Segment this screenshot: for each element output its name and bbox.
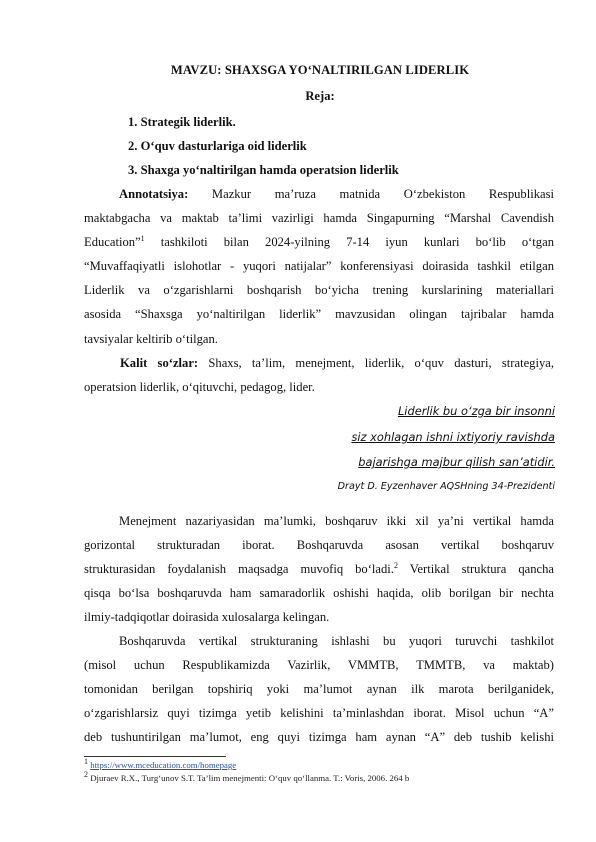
body-paragraph — [84, 509, 554, 629]
footnote — [84, 770, 410, 783]
annotation-paragraph — [84, 182, 554, 351]
paragraph-line: Vertikal struktura qancha — [409, 562, 554, 577]
footnote-link[interactable]: https://www.mceducation.com/homepage — [90, 760, 237, 770]
plan-list — [128, 113, 399, 185]
footnote-divider — [84, 756, 226, 757]
annotation-text: asosida “Shaxsga yo‘naltirilgan liderlik” mavzusidan olingan tajribalar hamda — [84, 307, 554, 322]
paragraph-line: (misol uchun Respublikamizda Vazirlik, VMMTB, TMMTB, va maktab) — [84, 658, 554, 673]
paragraph-line: strukturasidan foydalanish maqsadga muvofiq bo‘ladi. — [84, 562, 394, 577]
epigraph-author: Drayt D. Eyzenhaver AQSHning 34-Prezidenti — [337, 481, 555, 492]
paragraph-line: qisqa bo‘lsa boshqaruvda ham samaradorlik oshishi haqida, olib borilgan bir nechta — [84, 586, 554, 601]
keywords-text: Shaxs, ta’lim, menejment, liderlik, o‘quv dasturi, strategiya, — [208, 356, 555, 370]
paragraph-line: Boshqaruvda vertikal strukturaning ishlashi bu yuqori turuvchi tashkilot — [119, 634, 554, 648]
footnote-text: Djuraev R.X., Turg‘unov S.T. Ta’lim menejmenti: O‘quv qo‘llanma. T.: Voris, 2006. 264 b — [90, 773, 410, 783]
body-paragraph — [84, 629, 554, 749]
paragraph-line: ilmiy-tadqiqotlar doirasida xulosalarga kelingan. — [84, 610, 330, 625]
annotation-text: Mazkur ma’ruza matnida O‘zbekiston Respublikasi — [211, 187, 554, 201]
footnote — [84, 757, 237, 770]
annotation-text: “Muvaffaqiyatli islohotlar - yuqori natijalar” konferensiyasi doirasida tashkil etilgan — [84, 259, 554, 274]
plan-heading: Reja: — [305, 89, 335, 103]
paragraph-line: deb tushuntirilgan ma’lumot, eng quyi tizimga ham aynan “A” deb tushib kelishi — [84, 730, 554, 745]
epigraph-line: Liderlik bu o‘zga bir insonni — [397, 404, 555, 418]
plan-item: 1. Strategik liderlik. — [128, 115, 236, 129]
paragraph-line: gorizontal strukturadan iborat. Boshqaruvda asosan vertikal boshqaruv — [84, 538, 554, 553]
annotation-text: Education” — [84, 235, 141, 250]
keywords-text: operatsion liderlik, o‘qituvchi, pedagog, lider. — [84, 380, 315, 395]
paragraph-line: Menejment nazariyasidan ma’lumki, boshqaruv ikki xil ya’ni vertikal hamda — [119, 514, 554, 528]
annotation-label: Annotatsiya: — [119, 187, 189, 201]
page-title: MAVZU: SHAXSGA YO‘NALTIRILGAN LIDERLIK — [170, 63, 470, 77]
keywords-paragraph — [84, 351, 554, 399]
annotation-text: maktabgacha va maktab ta’limi vazirligi hamda Singapurning “Marshal Cavendish — [84, 211, 554, 226]
footnote-ref[interactable]: 1 — [140, 234, 145, 243]
footnote-mark: 2 — [84, 770, 88, 780]
plan-item: 2. O‘quv dasturlariga oid liderlik — [128, 139, 307, 153]
epigraph-line: siz xohlagan ishni ixtiyoriy ravishda — [351, 430, 555, 444]
annotation-text: tavsiyalar keltirib o‘tilgan. — [84, 331, 218, 346]
footnote-ref[interactable]: 2 — [393, 561, 398, 570]
footnote-mark: 1 — [84, 757, 88, 767]
keywords-label: Kalit so‘zlar: — [120, 356, 199, 370]
paragraph-line: tomonidan berilgan topshiriq yoki ma’lumot aynan ilk marota berilganidek, — [84, 682, 554, 697]
annotation-text: tashkiloti bilan 2024-yilning 7-14 iyun kunlari bo‘lib o‘tgan — [160, 235, 554, 250]
plan-item: 3. Shaxga yo‘naltirilgan hamda operatsion liderlik — [128, 163, 399, 177]
paragraph-line: o‘zgarishlarsiz quyi tizimga yetib kelishini ta’minlashdan iborat. Misol uchun “A” — [84, 706, 554, 721]
annotation-text: Liderlik va o‘zgarishlarni boshqarish bo‘yicha trening kurslarining materiallari — [84, 283, 554, 298]
epigraph-line: bajarishga majbur qilish san’atidir. — [358, 455, 555, 469]
